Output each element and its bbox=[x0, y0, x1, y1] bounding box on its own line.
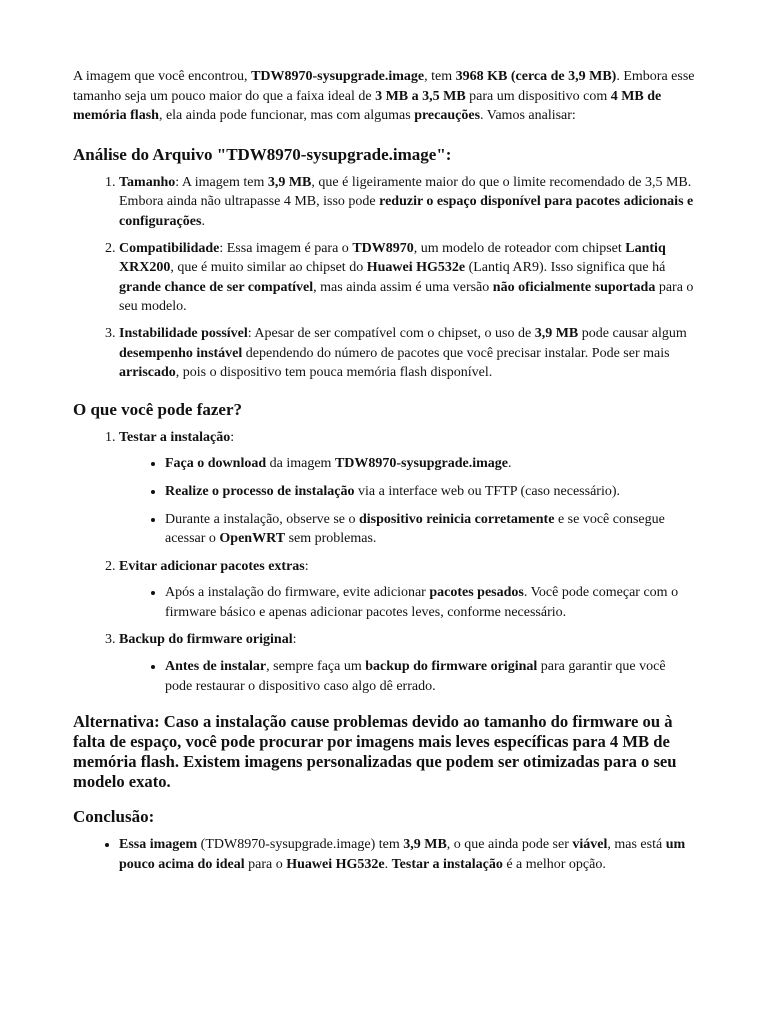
intro-text: , ela ainda pode funcionar, mas com algumas bbox=[158, 108, 415, 124]
conclusion-list bbox=[73, 835, 696, 874]
conclusion-item: • Essa imagem (TDW8970-sysupgrade.image) tem 3,9 MB, o que ainda pode ser viável, mas está um pouco acima do ideal para o Huawei HG532e. Testar a instalação é a melhor opção. bbox=[119, 835, 696, 874]
intro-text: A imagem que você encontrou, bbox=[73, 69, 252, 84]
substep-download: • Faça o download da imagem TDW8970-sysupgrade.image. bbox=[165, 454, 696, 474]
analysis-item-instability: 3. Instabilidade possível: Apesar de ser compatível com o chipset, o uso de 3,9 MB pode causar algum desempenho instável dependendo do número de pacotes que você precisar instalar. Pode ser mais arriscado, pois o dispositivo tem pouca memória flash disponível. bbox=[119, 324, 696, 383]
substep-observe: • Durante a instalação, observe se o dispositivo reinicia corretamente e se você consegue acessar o OpenWRT sem problemas. bbox=[165, 510, 696, 549]
intro-text: , tem bbox=[424, 69, 456, 84]
intro-paragraph bbox=[73, 67, 696, 126]
todo-step-avoid-packages: 2. Evitar adicionar pacotes extras: • Após a instalação do firmware, evite adicionar pacotes pesados. Você pode começar com o firmware básico e apenas adicionar pacotes leves, conforme necessário. bbox=[119, 557, 696, 623]
avoid-substeps bbox=[119, 583, 696, 622]
analysis-item-compatibility: 2. Compatibilidade: Essa imagem é para o TDW8970, um modelo de roteador com chipset Lantiq XRX200, que é muito similar ao chipset do Huawei HG532e (Lantiq AR9). Isso significa que há grande chance de ser compatível, mas ainda assim é uma versão não oficialmente suportada para o seu modelo. bbox=[119, 239, 696, 317]
todo-section bbox=[73, 399, 696, 697]
todo-list bbox=[73, 428, 696, 697]
todo-heading: O que você pode fazer? bbox=[73, 399, 243, 419]
substep-backup: • Antes de instalar, sempre faça um backup do firmware original para garantir que você pode restaurar o dispositivo caso algo dê errado. bbox=[165, 657, 696, 696]
analysis-item-size: 1. Tamanho: A imagem tem 3,9 MB, que é ligeiramente maior do que o limite recomendado de 3,5 MB. Embora ainda não ultrapasse 4 MB, isso pode reduzir o espaço disponível para pacotes adicionais e configurações. bbox=[119, 173, 696, 232]
todo-step-backup: 3. Backup do firmware original: • Antes de instalar, sempre faça um backup do firmware original para garantir que você pode restaurar o dispositivo caso algo dê errado. bbox=[119, 630, 696, 696]
conclusion-section bbox=[73, 806, 696, 874]
substep-avoid-heavy: • Após a instalação do firmware, evite adicionar pacotes pesados. Você pode começar com o firmware básico e apenas adicionar pacotes leves, conforme necessário. bbox=[165, 583, 696, 622]
intro-text: . Embora esse tamanho seja um pouco maior do que a faixa ideal de bbox=[73, 69, 695, 104]
analysis-list bbox=[73, 173, 696, 383]
ideal-range-highlight: 3 MB a 3,5 MB bbox=[375, 88, 466, 104]
precautions-highlight: precauções bbox=[414, 108, 481, 124]
flash-memory-highlight: 4 MB de memória flash bbox=[73, 88, 662, 124]
filesize-highlight: 3968 KB (cerca de 3,9 MB) bbox=[455, 69, 617, 84]
conclusion-heading: Conclusão: bbox=[73, 807, 155, 827]
intro-text: para um dispositivo com bbox=[465, 88, 611, 104]
todo-step-test: 1. Testar a instalação: • Faça o download da imagem TDW8970-sysupgrade.image. • Realize o processo de instalação via a interface web ou TFTP (caso necessário). • Durante a instalação, observe se o dispositivo reinicia corretamente e se você consegue acessar o OpenWRT sem problemas. bbox=[119, 428, 696, 549]
filename-highlight: TDW8970-sysupgrade.image bbox=[251, 69, 425, 84]
analysis-section bbox=[73, 144, 696, 383]
test-substeps bbox=[119, 454, 696, 548]
analysis-heading: Análise do Arquivo "TDW8970-sysupgrade.image": bbox=[73, 144, 452, 164]
substep-install: • Realize o processo de instalação via a interface web ou TFTP (caso necessário). bbox=[165, 482, 696, 502]
alternative-heading: Alternativa: Caso a instalação cause problemas devido ao tamanho do firmware ou à falta de espaço, você pode procurar por imagens mais leves específicas para 4 MB de memória flash. Existem imagens personalizadas que podem ser otimizadas para o seu modelo exato. bbox=[73, 712, 677, 792]
intro-text: . Vamos analisar: bbox=[480, 108, 576, 124]
backup-substeps bbox=[119, 657, 696, 696]
